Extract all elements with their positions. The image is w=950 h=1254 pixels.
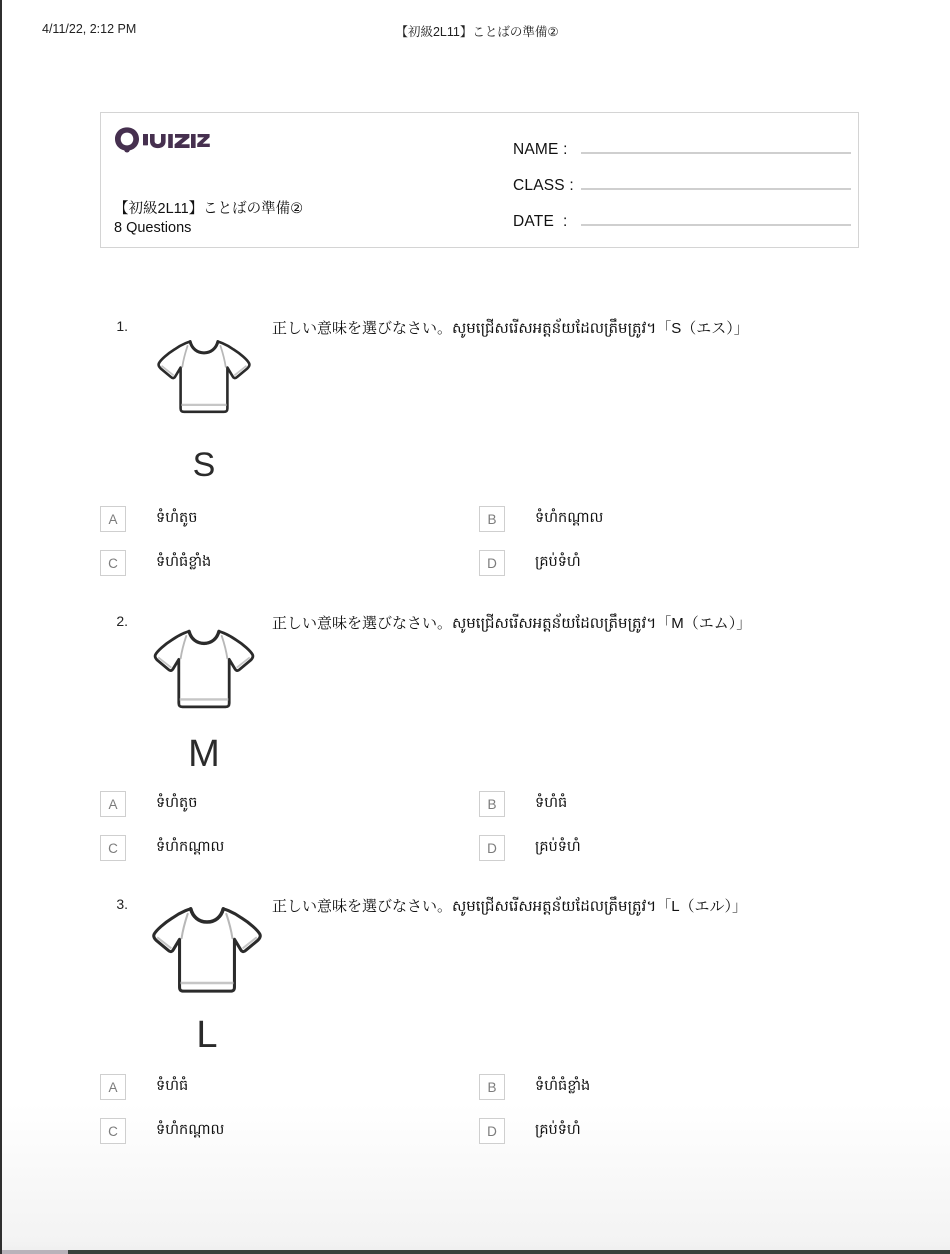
answer-text-c: ទំហំកណ្ដាល (156, 1121, 225, 1138)
student-info-fields (513, 135, 851, 243)
print-header-date: 4/11/22, 2:12 PM (42, 22, 137, 36)
answer-letter-a: A (100, 1074, 126, 1100)
answer-text-b: ទំហំធំ (535, 794, 568, 811)
answer-row (100, 1118, 890, 1161)
answer-option-b[interactable] (479, 506, 603, 532)
answer-text-d: គ្រប់ទំហំ (535, 553, 581, 570)
question-number-2: 2. (116, 613, 128, 629)
answer-row (100, 835, 890, 879)
answer-text-c: ទំហំកណ្ដាល (156, 838, 225, 855)
answer-letter-d: D (479, 550, 505, 576)
answer-text-a: ទំហំតូច (156, 509, 198, 526)
answer-row (100, 1074, 890, 1118)
answer-text-d: គ្រប់ទំហំ (535, 1121, 581, 1138)
field-row-class (513, 171, 851, 207)
answer-option-d[interactable] (479, 1118, 581, 1144)
size-letter-2: M (188, 733, 220, 775)
date-field-label: DATE : (513, 213, 568, 230)
class-field-label: CLASS : (513, 177, 574, 194)
print-header (2, 22, 950, 42)
class-field-line[interactable] (581, 171, 851, 190)
quiz-info-card (100, 112, 859, 248)
answer-letter-d: D (479, 1118, 505, 1144)
tshirt-illustration-3 (146, 900, 268, 1003)
answer-letter-b: B (479, 1074, 505, 1100)
size-letter-1: S (192, 446, 216, 484)
answer-text-c: ទំហំធំខ្លាំង (156, 553, 212, 570)
tshirt-illustration-1 (152, 334, 256, 422)
answers-1 (100, 506, 890, 594)
answer-option-a[interactable] (100, 1074, 188, 1100)
answer-option-a[interactable] (100, 791, 197, 817)
answer-text-d: គ្រប់ទំហំ (535, 838, 581, 855)
page-bottom-bar (2, 1250, 950, 1254)
answer-option-b[interactable] (479, 1074, 590, 1100)
question-prompt-1: 正しい意味を選びなさい。សូមជ្រើសរើសអត្តន័យដែលត្រឹមត្រូវ។「S（エス）」 (272, 320, 749, 337)
question-prompt-3: 正しい意味を選びなさい。សូមជ្រើសរើសអត្តន័យដែលត្រឹមត្រូវ។「L（エル）」 (272, 898, 748, 915)
answer-option-b[interactable] (479, 791, 567, 817)
quizizz-logo-mark (114, 127, 218, 153)
answer-text-b: ទំហំធំខ្លាំង (535, 1077, 591, 1094)
answers-3 (100, 1074, 890, 1161)
field-row-name (513, 135, 851, 171)
question-number-1: 1. (116, 318, 128, 334)
tshirt-illustration-2 (148, 623, 260, 718)
answer-letter-d: D (479, 835, 505, 861)
answer-letter-b: B (479, 506, 505, 532)
name-field-line[interactable] (581, 135, 851, 154)
question-number-3: 3. (116, 896, 128, 912)
answer-option-c[interactable] (100, 550, 211, 576)
quizizz-logo (114, 125, 218, 155)
question-prompt-2: 正しい意味を選びなさい。សូមជ្រើសរើសអត្តន័យដែលត្រឹមត្រូវ។「M（エム）」 (272, 615, 752, 632)
quiz-question-count: 8 Questions (114, 220, 192, 236)
field-row-date (513, 207, 851, 243)
answer-option-d[interactable] (479, 550, 581, 576)
answer-text-a: ទំហំតូច (156, 794, 198, 811)
print-header-title: 【初級2L11】ことばの準備② (395, 25, 559, 39)
answer-option-a[interactable] (100, 506, 197, 532)
answer-option-d[interactable] (479, 835, 581, 861)
answers-2 (100, 791, 890, 879)
name-field-label: NAME : (513, 141, 568, 158)
quiz-title: 【初級2L11】ことばの準備② (114, 201, 304, 217)
answer-text-a: ទំហំធំ (156, 1077, 189, 1094)
size-letter-3: L (196, 1014, 218, 1056)
answer-letter-c: C (100, 835, 126, 861)
page-bottom-bar-left-segment (2, 1250, 68, 1254)
answer-text-b: ទំហំកណ្ដាល (535, 509, 604, 526)
answer-letter-b: B (479, 791, 505, 817)
answer-letter-c: C (100, 1118, 126, 1144)
answer-option-c[interactable] (100, 835, 224, 861)
answer-option-c[interactable] (100, 1118, 224, 1144)
answer-row (100, 791, 890, 835)
date-field-line[interactable] (581, 207, 851, 226)
answer-letter-c: C (100, 550, 126, 576)
answer-letter-a: A (100, 791, 126, 817)
answer-row (100, 506, 890, 550)
answer-letter-a: A (100, 506, 126, 532)
answer-row (100, 550, 890, 594)
